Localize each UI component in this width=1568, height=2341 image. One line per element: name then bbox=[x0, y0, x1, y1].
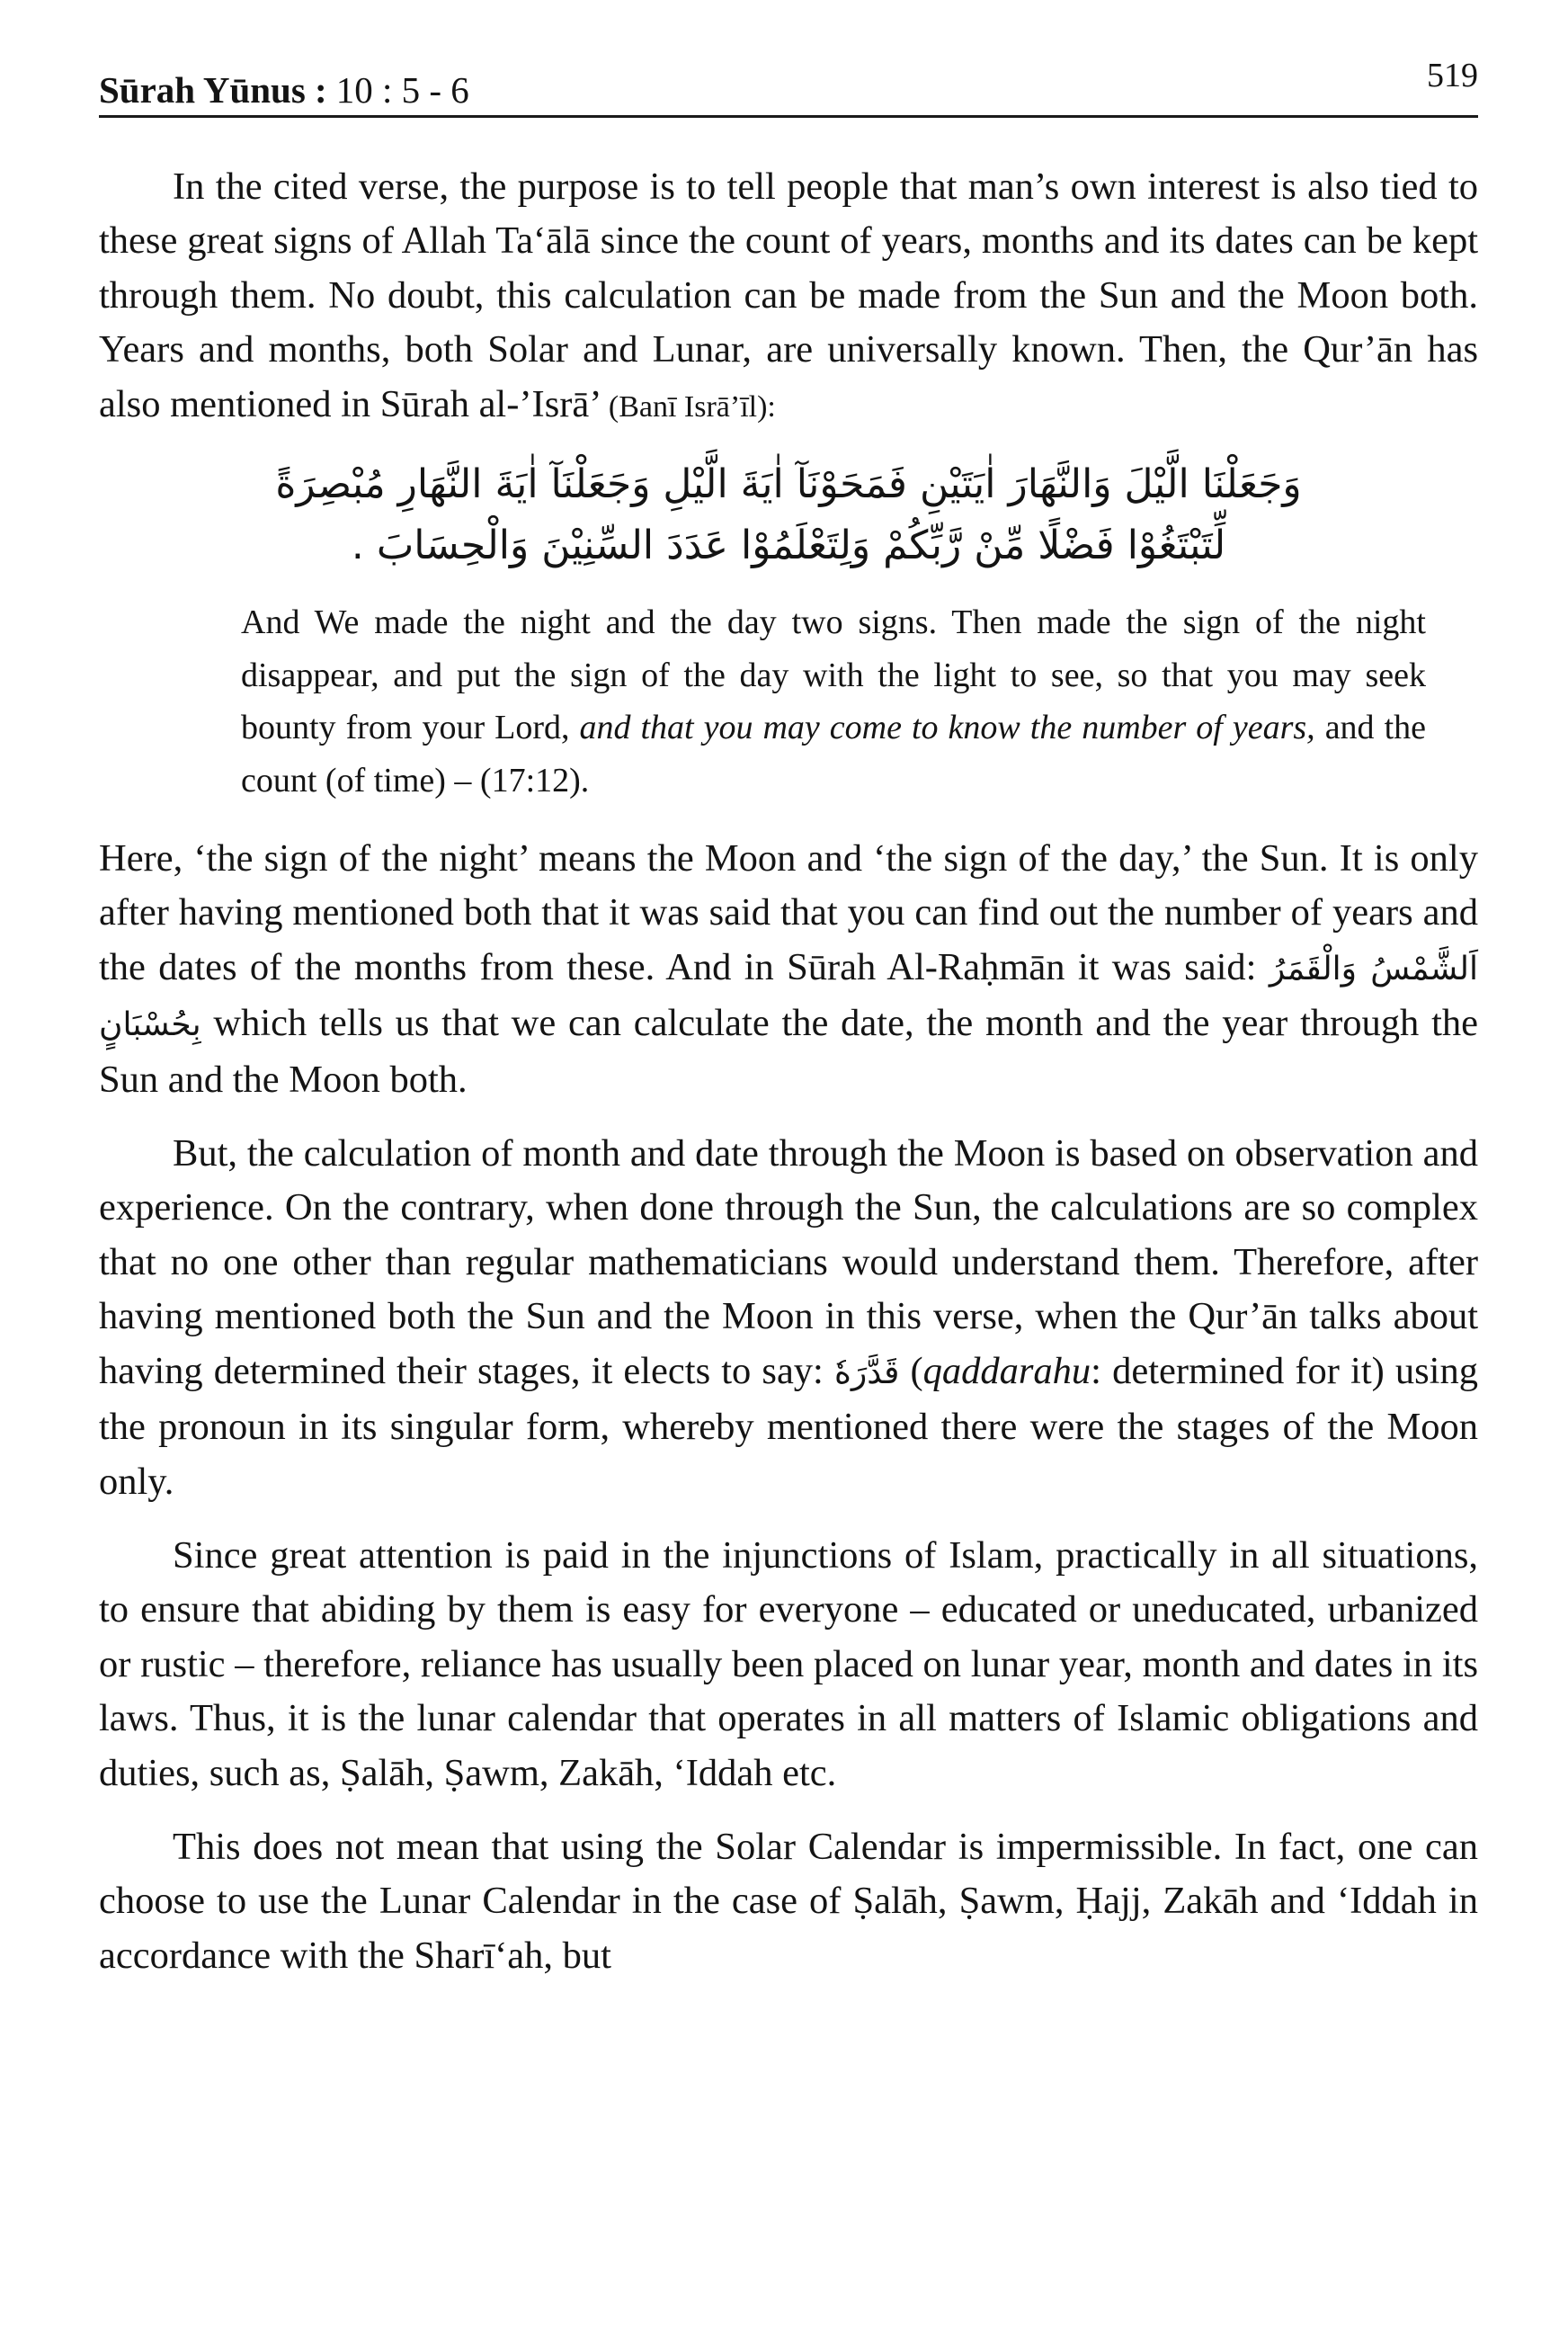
paragraph-3: But, the calculation of month and date through the Moon is based on observation and experience. On the contrary, when done through the Sun, the calculations are so complex that no one other than regular mathematicians would understand them. Therefore, after having mentioned both the Sun and the Moon in this verse, when the Qur’ān talks about having determined their stages, it elects to say: قَدَّرَهٗ (qaddarahu: determined for it) using the pronoun in its singular form, whereby mentioned there were the stages of the Moon only. bbox=[99, 1132, 1478, 1503]
book-page bbox=[99, 54, 1478, 2302]
paragraph-3-text-before: But, the calculation of month and date through the Moon is based on observation and experience. On the contrary, when done through the Sun, the calculations are so complex that no one other than regular mathematicians would understand them. Therefore, after having mentioned both the Sun and the Moon in this verse, when the Qur’ān talks about having determined their stages, it elects to say: bbox=[99, 1132, 1478, 1392]
paragraph-2-text-before: Here, ‘the sign of the night’ means the Moon and ‘the sign of the day,’ the Sun. It is only after having mentioned both that it was said that you can find out the number of years and the dates of the months from these. And in Sūrah Al-Raḥmān it was said: bbox=[99, 837, 1478, 988]
paragraph-2 bbox=[99, 832, 1478, 1107]
paragraph-1-text: In the cited verse, the purpose is to tell people that man’s own interest is also tied to these great signs of Allah Ta‘ālā since the count of years, months and its dates can be kept through them. No doubt, this calculation can be made from the Sun and the Moon both. Years and months, both Solar and Lunar, are universally known. Then, the Qur’ān has also mentioned in Sūrah al-’Isrā’ bbox=[99, 165, 1478, 425]
paragraph-4-text: Since great attention is paid in the injunctions of Islam, practically in all situations, to ensure that abiding by them is easy for everyone – educated or uneducated, urbanized or rustic – therefore, reliance has usually been placed on lunar year, month and dates in its laws. Thus, it is the lunar calendar that operates in all matters of Islamic obligations and duties, such as, Ṣalāh, Ṣawm, Zakāh, ‘Iddah etc. bbox=[99, 1533, 1478, 1794]
verse-reference: 10 : 5 - 6 bbox=[335, 69, 469, 111]
translation-italic: and that you may come to know the number of years, bbox=[579, 709, 1315, 747]
running-title bbox=[99, 68, 469, 112]
arabic-verse-line-2: لِّتَبْتَغُوْا فَضْلًا مِّنْ رَّبِّكُمْ وَلِتَعْلَمُوْا عَدَدَ السِّنِيْنَ وَالْحِسَابَ . bbox=[351, 523, 1226, 569]
paragraph-2-text-after: which tells us that we can calculate the date, the month and the year through the Sun and the Moon both. bbox=[99, 1002, 1478, 1101]
page-header bbox=[99, 54, 1478, 118]
verse-translation bbox=[241, 596, 1426, 807]
paragraph-5 bbox=[99, 1820, 1478, 1983]
paragraph-4 bbox=[99, 1529, 1478, 1800]
page-number: 519 bbox=[1427, 57, 1478, 94]
paragraph-1 bbox=[99, 160, 1478, 434]
paragraph-5-text: This does not mean that using the Solar Calendar is impermissible. In fact, one can choose to use the Lunar Calendar in the case of Ṣalāh, Ṣawm, Ḥajj, Zakāh and ‘Iddah in accordance with the Sharī‘ah, but bbox=[99, 1825, 1478, 1977]
paragraph-1-note: (Banī Isrā’īl): bbox=[608, 389, 776, 424]
arabic-verse-quote bbox=[99, 454, 1478, 576]
surah-title: Sūrah Yūnus : bbox=[99, 69, 327, 111]
paragraph-3-italic: qaddarahu bbox=[922, 1349, 1091, 1392]
arabic-verse-line-1: وَجَعَلْنَا الَّيْلَ وَالنَّهَارَ اٰيَتَيْنِ فَمَحَوْنَآ اٰيَةَ الَّيْلِ وَجَعَلْنَآ اٰيَةَ النَّهَارِ مُبْصِرَةً bbox=[275, 461, 1302, 508]
body-text bbox=[99, 160, 1478, 2003]
paragraph-3-arabic: قَدَّرَهٗ bbox=[833, 1354, 900, 1391]
paragraph-3-text-after: : determined for it) using the pronoun in its singular form, whereby mentioned there were the stages of the Moon only. bbox=[99, 1349, 1478, 1503]
translation-part-2: and the count (of time) – (17:12). bbox=[241, 709, 1426, 800]
translation-part-1: And We made the night and the day two signs. Then made the sign of the night disappear, and put the sign of the day with the light to see, so that you may seek bounty from your Lord, bbox=[241, 603, 1426, 747]
paragraph-2-arabic: اَلشَّمْسُ وَالْقَمَرُ بِحُسْبَانٍ bbox=[99, 950, 1479, 1044]
